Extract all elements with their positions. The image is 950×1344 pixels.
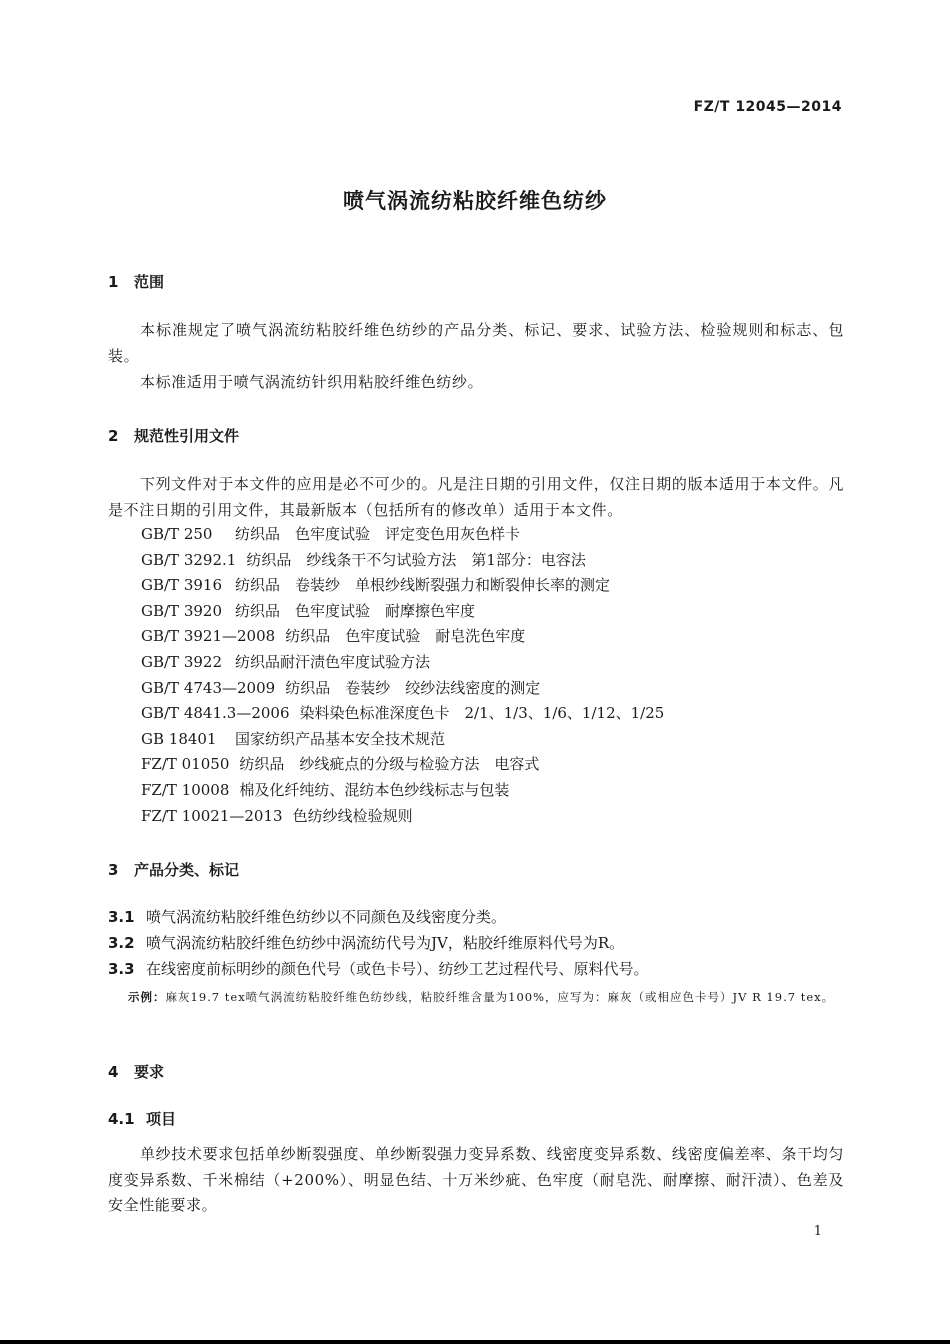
section-number: 4 xyxy=(108,1063,119,1081)
scope-paragraph-2: 本标准适用于喷气涡流纺针织用粘胶纤维色纺纱。 xyxy=(140,373,484,391)
section-number: 3 xyxy=(108,861,119,879)
reference-title: 纺织品 色牢度试验 耐皂洗色牢度 xyxy=(285,627,526,646)
section-2-heading xyxy=(108,425,239,446)
section-number: 1 xyxy=(108,273,119,291)
subsection-title: 项目 xyxy=(146,1110,177,1128)
reference-code: FZ/T 10021—2013 xyxy=(141,806,283,825)
reference-code: GB/T 4743—2009 xyxy=(141,678,276,697)
reference-item xyxy=(141,778,664,804)
page-number: 1 xyxy=(813,1224,822,1239)
clause-3-3 xyxy=(108,957,844,983)
reference-title: 纺织品 色牢度试验 评定变色用灰色样卡 xyxy=(235,525,521,543)
reference-title: 纺织品 卷装纱 单根纱线断裂强力和断裂伸长率的测定 xyxy=(235,576,611,595)
reference-title: 纺织品 卷装纱 绞纱法线密度的测定 xyxy=(285,678,541,697)
clause-text: 在线密度前标明纱的颜色代号（或色卡号）、纺纱工艺过程代号、原料代号。 xyxy=(146,960,649,978)
subsection-4-1-heading xyxy=(108,1108,176,1129)
requirements-paragraph: 单纱技术要求包括单纱断裂强度、单纱断裂强力变异系数、线密度变异系数、线密度偏差率、条干均匀度变异系数、千米棉结（+200%）、明显色结、十万米纱疵、色牢度（耐皂洗、耐摩擦、耐汗渍）、色差及安全性能要求。 xyxy=(108,1145,844,1214)
reference-title: 纺织品 纱线条干不匀试验方法 第1部分：电容法 xyxy=(246,550,586,569)
reference-item xyxy=(141,624,664,650)
document-title: 喷气涡流纺粘胶纤维色纺纱 xyxy=(343,189,607,213)
scope-paragraph-1: 本标准规定了喷气涡流纺粘胶纤维色纺纱的产品分类、标记、要求、试验方法、检验规则和标志、包装。 xyxy=(108,321,844,365)
clause-number: 3.3 xyxy=(108,960,135,978)
section-title: 产品分类、标记 xyxy=(134,861,240,879)
reference-code: GB 18401 xyxy=(141,729,217,748)
section-3-heading xyxy=(108,859,239,880)
clause-3-2 xyxy=(108,931,844,957)
clause-number: 3.2 xyxy=(108,934,135,952)
clause-text: 喷气涡流纺粘胶纤维色纺纱中涡流纺代号为JV，粘胶纤维原料代号为R。 xyxy=(146,934,625,952)
reference-code: GB/T 250 xyxy=(141,525,213,543)
reference-title: 棉及化纤纯纺、混纺本色纱线标志与包装 xyxy=(239,780,510,799)
clause-number: 3.1 xyxy=(108,908,135,926)
section-1-heading xyxy=(108,271,164,292)
clause-3-1 xyxy=(108,905,844,931)
reference-item xyxy=(141,599,664,625)
reference-title: 纺织品耐汗渍色牢度试验方法 xyxy=(235,652,431,671)
reference-code: GB/T 3922 xyxy=(141,652,223,671)
section-number: 2 xyxy=(108,427,119,445)
section-title: 要求 xyxy=(134,1063,165,1081)
reference-item xyxy=(141,522,664,548)
reference-title: 染料染色标准深度色卡 2/1、1/3、1/6、1/12、1/25 xyxy=(299,704,665,723)
reference-code: GB/T 3292.1 xyxy=(141,550,237,569)
references-intro: 下列文件对于本文件的应用是必不可少的。凡是注日期的引用文件，仅注日期的版本适用于本文件。凡是不注日期的引用文件，其最新版本（包括所有的修改单）适用于本文件。 xyxy=(108,475,844,519)
reference-code: FZ/T 01050 xyxy=(141,755,230,774)
section-title: 规范性引用文件 xyxy=(134,427,240,445)
clause-text: 喷气涡流纺粘胶纤维色纺纱以不同颜色及线密度分类。 xyxy=(146,908,507,926)
reference-code: FZ/T 10008 xyxy=(141,780,230,799)
example-note xyxy=(108,986,844,1009)
reference-title: 国家纺织产品基本安全技术规范 xyxy=(235,729,446,748)
reference-item xyxy=(141,752,664,778)
reference-code: GB/T 4841.3—2006 xyxy=(141,704,290,723)
example-label: 示例： xyxy=(128,990,166,1004)
reference-list xyxy=(141,522,664,829)
section-title: 范围 xyxy=(134,273,165,291)
reference-title: 纺织品 纱线疵点的分级与检验方法 电容式 xyxy=(239,755,540,774)
reference-item xyxy=(141,804,664,830)
reference-title: 色纺纱线检验规则 xyxy=(292,806,413,825)
example-text: 麻灰19.7 tex喷气涡流纺粘胶纤维色纺纱线，粘胶纤维含量为100%，应写为：麻灰（或相应色卡号）JV R 19.7 tex。 xyxy=(165,990,835,1004)
subsection-number: 4.1 xyxy=(108,1110,135,1128)
reference-item xyxy=(141,676,664,702)
reference-code: GB/T 3921—2008 xyxy=(141,627,276,646)
bottom-border xyxy=(0,1340,950,1344)
reference-item xyxy=(141,548,664,574)
reference-item xyxy=(141,701,664,727)
reference-item xyxy=(141,650,664,676)
section-4-heading xyxy=(108,1061,164,1082)
standard-code: FZ/T 12045—2014 xyxy=(693,99,842,115)
reference-item xyxy=(141,727,664,753)
reference-code: GB/T 3916 xyxy=(141,576,223,595)
reference-title: 纺织品 色牢度试验 耐摩擦色牢度 xyxy=(235,601,476,620)
reference-item xyxy=(141,573,664,599)
reference-code: GB/T 3920 xyxy=(141,601,223,620)
